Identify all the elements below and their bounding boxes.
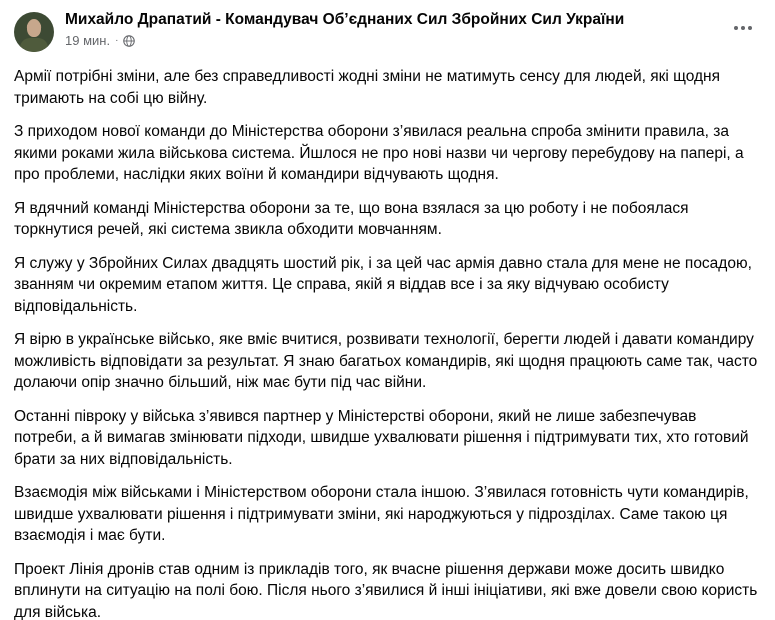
more-options-icon[interactable] [729,18,757,38]
post-meta [65,10,624,50]
globe-icon [123,35,135,47]
avatar-uniform [20,38,48,52]
post-paragraph: Я вдячний команді Міністерства оборони за те, що вона взялася за цю роботу і не побоялася торкнутися речей, які система звикла обходити мовчанням. [14,199,689,238]
post-subline [65,32,624,50]
post-header [14,0,761,66]
post-paragraph: Останні півроку у війська з’явився партнер у Міністерстві оборони, який не лише забезпечував потреби, а й вимагав змінювати підходи, швидше ухвалювати рішення і підтримувати тих, хто готовий брати за них відповідальність. [14,407,749,468]
post-paragraph: Я вірю в українське військо, яке вміє вчитися, розвивати технології, берегти людей і давати командиру можливість відповідати за результат. Я знаю багатьох командирів, які щодня працюють саме так, часто долаючи опір значно більший, ніж має бути під час війни. [14,331,758,391]
post-paragraph: З приходом нової команди до Міністерства оборони з’явилася реальна спроба змінити правила, за якими роками жила військова система. Йшлося не про нові назви чи чергову перебудову на папері, а про проблеми, наслідки яких воїни й командири відчувають щодня. [14,123,744,183]
more-dot [734,26,738,30]
post-time[interactable]: 19 мин. [65,33,111,48]
more-dot [748,26,752,30]
more-dot [741,26,745,30]
post-body [14,66,761,620]
post-paragraph: Проект Лінія дронів став одним із прикладів того, як вчасне рішення держави може досить швидко вплинути на ситуацію на полі бою. Після нього з’явилися й інші ініціативи, які вже довели свою користь для війська. [14,560,758,620]
separator-dot: · [115,35,119,46]
author-name[interactable]: Михайло Драпатий - Командувач Об’єднаних Сил Збройних Сил України [65,11,625,28]
avatar[interactable] [14,12,54,52]
avatar-face [27,19,41,37]
post-paragraph: Я служу у Збройних Силах двадцять шостий рік, і за цей час армія давно стала для мене не посадою, званням чи окремим етапом життя. Це справа, якій я віддав все і за яку відчуваю особисту відповідальність. [14,254,752,315]
post-paragraph: Взаємодія між військами і Міністерством оборони стала іншою. З’явилася готовність чути командирів, швидше ухвалювати рішення і підтримувати зміни, які народжуються у підрозділах. Саме такою ця взаємодія і має бути. [14,484,749,544]
post-paragraph: Армії потрібні зміни, але без справедливості жодні зміни не матимуть сенсу для людей, які щодня тримають на собі цю війну. [14,68,721,107]
